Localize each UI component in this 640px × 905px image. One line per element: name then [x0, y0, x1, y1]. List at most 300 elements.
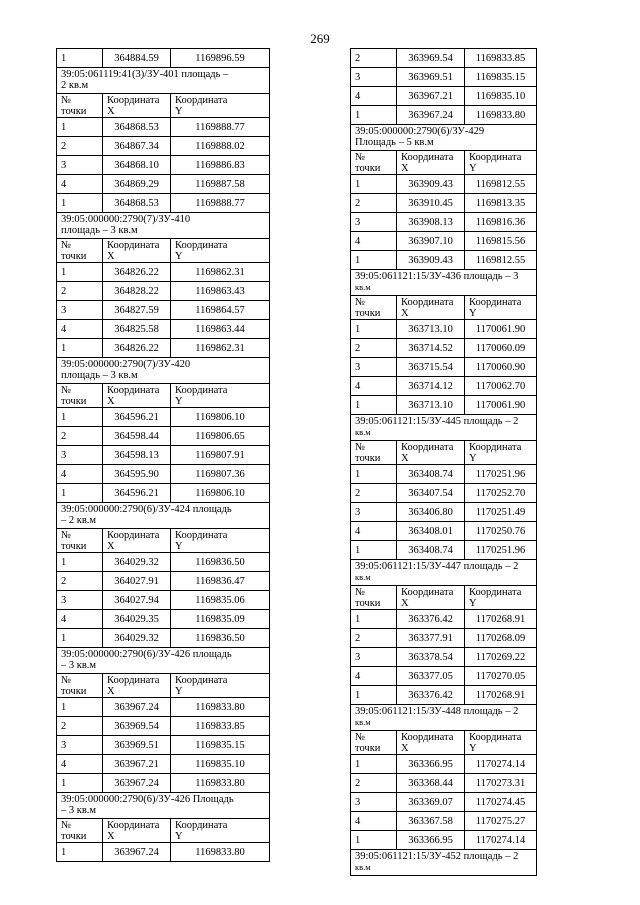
coordinate-row	[351, 541, 537, 560]
coordinate-y: 1169835.06	[171, 591, 270, 610]
coordinate-x: 364027.91	[103, 572, 171, 591]
coordinate-y: 1169833.80	[465, 106, 537, 125]
parcel-caption-row	[351, 125, 537, 151]
point-number: 4	[57, 465, 103, 484]
coordinate-y: 1169835.15	[465, 68, 537, 87]
coordinate-x: 363910.45	[397, 194, 465, 213]
point-number: 2	[57, 282, 103, 301]
parcel-caption-row	[57, 503, 270, 529]
point-number: 3	[351, 358, 397, 377]
point-number: 4	[57, 320, 103, 339]
header-line-2: X	[107, 686, 115, 697]
point-number: 2	[57, 137, 103, 156]
point-number: 2	[57, 717, 103, 736]
header-line-1: №	[61, 530, 72, 541]
point-number: 1	[57, 774, 103, 793]
coordinate-y: 1170251.49	[465, 503, 537, 522]
header-line-1: Координата	[175, 530, 228, 541]
parcel-caption-line-2: – 3 кв.м	[61, 805, 97, 816]
coordinate-x: 364029.32	[103, 629, 171, 648]
coordinate-y: 1169888.77	[171, 194, 270, 213]
point-number-header	[351, 731, 397, 755]
coordinate-x: 364884.59	[103, 49, 171, 68]
coordinate-x: 363366.95	[397, 755, 465, 774]
parcel-caption-row	[351, 415, 537, 441]
parcel-caption-line-2: кв.м	[355, 427, 371, 437]
coordinate-row	[351, 793, 537, 812]
right-coordinates-table	[350, 48, 537, 876]
coordinate-row	[351, 232, 537, 251]
point-number: 1	[57, 49, 103, 68]
coordinate-y-header	[171, 94, 270, 118]
header-line-1: №	[355, 587, 366, 598]
coordinate-x: 364029.35	[103, 610, 171, 629]
point-number: 1	[351, 755, 397, 774]
coordinate-y-header	[465, 151, 537, 175]
point-number: 1	[351, 686, 397, 705]
parcel-caption	[57, 793, 270, 819]
header-line-2: точки	[355, 308, 381, 319]
header-line-1: Координата	[107, 385, 160, 396]
coordinate-x: 363969.51	[397, 68, 465, 87]
coordinate-y: 1170061.90	[465, 396, 537, 415]
coordinate-y: 1169863.43	[171, 282, 270, 301]
coordinate-row	[351, 686, 537, 705]
coordinate-x: 363369.07	[397, 793, 465, 812]
header-line-2: X	[401, 743, 409, 754]
header-line-2: точки	[61, 686, 87, 697]
coordinate-row	[57, 774, 270, 793]
coordinate-x: 363408.01	[397, 522, 465, 541]
coordinate-y: 1169836.47	[171, 572, 270, 591]
point-number: 3	[57, 591, 103, 610]
coordinate-row	[57, 736, 270, 755]
coordinate-row	[351, 503, 537, 522]
coordinate-y-header	[171, 529, 270, 553]
parcel-caption-row	[57, 793, 270, 819]
point-number: 3	[351, 648, 397, 667]
coordinate-x: 363967.24	[103, 843, 171, 862]
coordinate-row	[351, 251, 537, 270]
coordinate-x: 363967.21	[103, 755, 171, 774]
header-line-1: Координата	[107, 95, 160, 106]
header-line-1: №	[355, 297, 366, 308]
header-line-2: X	[107, 106, 115, 117]
point-number: 1	[57, 629, 103, 648]
coordinate-row	[57, 408, 270, 427]
coordinate-y: 1170062.70	[465, 377, 537, 396]
coordinate-x: 364869.29	[103, 175, 171, 194]
header-line-1: Координата	[469, 587, 522, 598]
coordinate-x: 364868.53	[103, 118, 171, 137]
point-number: 3	[57, 736, 103, 755]
parcel-caption-line-1: 39:05:061121:15/ЗУ-447 площадь – 2	[355, 561, 519, 572]
coordinate-x: 363377.91	[397, 629, 465, 648]
header-line-1: Координата	[469, 442, 522, 453]
coordinate-x: 363713.10	[397, 396, 465, 415]
coordinate-y: 1169807.36	[171, 465, 270, 484]
coordinate-x-header	[397, 441, 465, 465]
point-number: 1	[351, 465, 397, 484]
coordinate-x: 364029.32	[103, 553, 171, 572]
coordinate-x: 364828.22	[103, 282, 171, 301]
coordinate-y: 1169833.85	[465, 49, 537, 68]
header-line-1: Координата	[175, 95, 228, 106]
coordinate-y: 1170268.91	[465, 686, 537, 705]
point-number: 3	[57, 301, 103, 320]
header-line-2: Y	[469, 453, 477, 464]
parcel-caption-line-2: кв.м	[355, 572, 371, 582]
coordinate-x: 363408.74	[397, 541, 465, 560]
parcel-caption	[351, 415, 537, 441]
coordinate-row	[57, 843, 270, 862]
header-line-2: X	[107, 831, 115, 842]
header-line-1: №	[61, 240, 72, 251]
coordinate-y: 1169806.10	[171, 484, 270, 503]
coordinate-row	[351, 320, 537, 339]
coordinate-x: 363367.58	[397, 812, 465, 831]
coordinate-row	[351, 755, 537, 774]
coordinate-y: 1170252.70	[465, 484, 537, 503]
parcel-caption-line-1: 39:05:000000:2790(6)/ЗУ-429	[355, 126, 485, 137]
coordinate-row	[351, 812, 537, 831]
coordinate-y-header	[171, 819, 270, 843]
coordinate-row	[57, 717, 270, 736]
header-line-1: №	[355, 442, 366, 453]
coordinate-row	[57, 755, 270, 774]
header-line-2: X	[401, 453, 409, 464]
header-line-2: Y	[175, 106, 183, 117]
point-number: 1	[351, 320, 397, 339]
coordinate-x: 363368.44	[397, 774, 465, 793]
point-number-header	[57, 819, 103, 843]
coordinate-y-header	[465, 586, 537, 610]
coordinate-row	[351, 831, 537, 850]
coordinate-x-header	[103, 239, 171, 263]
point-number: 1	[351, 175, 397, 194]
coordinate-row	[351, 396, 537, 415]
header-line-1: Координата	[175, 240, 228, 251]
coordinate-row	[351, 774, 537, 793]
point-number-header	[57, 94, 103, 118]
parcel-caption-line-1: 39:05:061119:41(3)/ЗУ-401 площадь –	[61, 69, 229, 80]
header-line-2: X	[107, 541, 115, 552]
coordinate-y: 1169806.10	[171, 408, 270, 427]
point-number: 1	[57, 339, 103, 358]
coordinate-row	[351, 610, 537, 629]
coordinate-row	[351, 377, 537, 396]
point-number-header	[57, 529, 103, 553]
coordinate-row	[351, 87, 537, 106]
parcel-caption-line-1: 39:05:000000:2790(7)/ЗУ-410	[61, 214, 191, 225]
coordinate-row	[57, 465, 270, 484]
coordinate-x: 363714.52	[397, 339, 465, 358]
coordinate-y: 1169812.55	[465, 175, 537, 194]
header-line-1: Координата	[175, 675, 228, 686]
point-number: 1	[351, 610, 397, 629]
header-line-1: №	[61, 820, 72, 831]
coordinate-y: 1170060.90	[465, 358, 537, 377]
coordinate-row	[57, 591, 270, 610]
coordinate-x: 363408.74	[397, 465, 465, 484]
coordinate-y: 1169813.35	[465, 194, 537, 213]
table-header-row	[57, 819, 270, 843]
point-number-header	[57, 674, 103, 698]
coordinate-row	[57, 553, 270, 572]
coordinate-x: 363406.80	[397, 503, 465, 522]
coordinate-row	[351, 194, 537, 213]
coordinate-x-header	[103, 674, 171, 698]
coordinate-y-header	[465, 441, 537, 465]
parcel-caption	[351, 705, 537, 731]
coordinate-row	[351, 49, 537, 68]
coordinate-y: 1169836.50	[171, 629, 270, 648]
point-number: 4	[351, 377, 397, 396]
coordinate-x: 364598.44	[103, 427, 171, 446]
coordinate-row	[57, 263, 270, 282]
coordinate-y: 1169835.10	[465, 87, 537, 106]
coordinate-x-header	[397, 731, 465, 755]
coordinate-x: 364596.21	[103, 408, 171, 427]
header-line-2: точки	[61, 251, 87, 262]
parcel-caption-line-1: 39:05:061121:15/ЗУ-445 площадь – 2	[355, 416, 519, 427]
coordinate-y: 1169863.44	[171, 320, 270, 339]
coordinate-y: 1170061.90	[465, 320, 537, 339]
coordinate-x: 363407.54	[397, 484, 465, 503]
coordinate-x: 363377.05	[397, 667, 465, 686]
coordinate-row	[57, 118, 270, 137]
table-header-row	[57, 94, 270, 118]
header-line-2: точки	[355, 163, 381, 174]
parcel-caption-row	[57, 68, 270, 94]
coordinate-x: 363378.54	[397, 648, 465, 667]
parcel-caption-line-1: 39:05:061121:15/ЗУ-448 площадь – 2	[355, 706, 519, 717]
point-number-header	[351, 586, 397, 610]
header-line-2: Y	[175, 396, 183, 407]
point-number: 1	[57, 408, 103, 427]
table-header-row	[351, 296, 537, 320]
parcel-caption-row	[57, 648, 270, 674]
coordinate-x-header	[397, 296, 465, 320]
coordinate-x-header	[103, 94, 171, 118]
coordinate-x-header	[397, 151, 465, 175]
point-number: 4	[351, 522, 397, 541]
coordinate-y: 1170060.09	[465, 339, 537, 358]
parcel-caption	[57, 358, 270, 384]
coordinate-y: 1170273.31	[465, 774, 537, 793]
coordinate-y: 1170268.91	[465, 610, 537, 629]
point-number: 3	[351, 68, 397, 87]
coordinate-row	[57, 49, 270, 68]
point-number: 1	[351, 831, 397, 850]
coordinate-row	[57, 175, 270, 194]
header-line-1: Координата	[401, 297, 454, 308]
coordinate-y: 1170274.45	[465, 793, 537, 812]
coordinate-row	[57, 156, 270, 175]
coordinate-row	[57, 484, 270, 503]
coordinate-x: 363969.54	[397, 49, 465, 68]
point-number: 2	[351, 484, 397, 503]
parcel-caption-row	[57, 213, 270, 239]
point-number: 4	[351, 812, 397, 831]
point-number: 1	[351, 541, 397, 560]
parcel-caption-line-2: – 3 кв.м	[61, 660, 97, 671]
point-number: 1	[57, 263, 103, 282]
point-number: 1	[57, 843, 103, 862]
header-line-1: Координата	[469, 732, 522, 743]
header-line-2: точки	[355, 598, 381, 609]
coordinate-row	[351, 667, 537, 686]
coordinate-y: 1169806.65	[171, 427, 270, 446]
coordinate-y-header	[171, 674, 270, 698]
coordinate-y: 1170251.96	[465, 465, 537, 484]
coordinate-row	[351, 358, 537, 377]
parcel-caption-line-1: 39:05:000000:2790(6)/ЗУ-426 Площадь	[61, 794, 234, 805]
coordinate-y: 1169815.56	[465, 232, 537, 251]
point-number: 4	[57, 755, 103, 774]
coordinate-y-header	[171, 239, 270, 263]
coordinate-y: 1169833.80	[171, 774, 270, 793]
coordinate-x: 363969.51	[103, 736, 171, 755]
parcel-caption-row	[351, 560, 537, 586]
coordinate-x: 364598.13	[103, 446, 171, 465]
header-line-1: Координата	[175, 385, 228, 396]
table-header-row	[351, 586, 537, 610]
coordinate-y: 1170268.09	[465, 629, 537, 648]
coordinate-row	[57, 610, 270, 629]
coordinate-row	[351, 465, 537, 484]
coordinate-y-header	[465, 296, 537, 320]
parcel-caption	[351, 850, 537, 876]
coordinate-y: 1169862.31	[171, 263, 270, 282]
point-number: 3	[351, 213, 397, 232]
coordinate-y: 1169833.85	[171, 717, 270, 736]
coordinate-row	[351, 522, 537, 541]
coordinate-x: 364825.58	[103, 320, 171, 339]
table-header-row	[57, 529, 270, 553]
coordinate-y: 1170250.76	[465, 522, 537, 541]
header-line-1: Координата	[401, 442, 454, 453]
coordinate-y: 1169836.50	[171, 553, 270, 572]
header-line-1: №	[355, 152, 366, 163]
coordinate-row	[351, 175, 537, 194]
coordinate-y: 1169835.09	[171, 610, 270, 629]
point-number: 2	[351, 629, 397, 648]
coordinate-row	[57, 320, 270, 339]
parcel-caption-line-1: 39:05:061121:15/ЗУ-436 площадь – 3	[355, 271, 519, 282]
header-line-2: точки	[61, 541, 87, 552]
point-number: 1	[57, 484, 103, 503]
parcel-caption-line-2: 2 кв.м	[61, 80, 89, 91]
left-coordinates-table	[56, 48, 270, 862]
parcel-caption-row	[57, 358, 270, 384]
coordinate-x: 364867.34	[103, 137, 171, 156]
parcel-caption	[57, 648, 270, 674]
parcel-caption-line-2: – 2 кв.м	[61, 515, 97, 526]
coordinate-x: 363713.10	[397, 320, 465, 339]
coordinate-x: 363967.24	[103, 774, 171, 793]
coordinate-y: 1169816.36	[465, 213, 537, 232]
parcel-caption-line-2: Площадь – 5 кв.м	[355, 137, 434, 148]
parcel-caption	[351, 560, 537, 586]
coordinate-row	[57, 137, 270, 156]
parcel-caption-line-1: 39:05:000000:2790(7)/ЗУ-420	[61, 359, 191, 370]
parcel-caption	[57, 68, 270, 94]
parcel-caption-line-2: площадь – 3 кв.м	[61, 370, 138, 381]
coordinate-row	[57, 339, 270, 358]
coordinate-y: 1170274.14	[465, 755, 537, 774]
coordinate-y: 1169835.10	[171, 755, 270, 774]
header-line-1: Координата	[469, 152, 522, 163]
page-number: 269	[310, 31, 330, 46]
coordinate-x: 363909.43	[397, 251, 465, 270]
coordinate-y: 1170274.14	[465, 831, 537, 850]
coordinate-y: 1169835.15	[171, 736, 270, 755]
point-number: 4	[57, 175, 103, 194]
table-header-row	[57, 674, 270, 698]
header-line-2: X	[107, 251, 115, 262]
header-line-1: Координата	[175, 820, 228, 831]
point-number: 3	[351, 793, 397, 812]
header-line-1: Координата	[107, 675, 160, 686]
point-number: 4	[57, 610, 103, 629]
header-line-1: №	[61, 385, 72, 396]
header-line-2: точки	[355, 743, 381, 754]
coordinate-y: 1169888.02	[171, 137, 270, 156]
coordinate-row	[351, 648, 537, 667]
point-number: 1	[351, 251, 397, 270]
point-number: 1	[351, 396, 397, 415]
header-line-1: Координата	[107, 240, 160, 251]
coordinate-row	[351, 339, 537, 358]
point-number: 1	[57, 194, 103, 213]
coordinate-y: 1169887.58	[171, 175, 270, 194]
header-line-2: Y	[469, 308, 477, 319]
coordinate-y: 1169812.55	[465, 251, 537, 270]
coordinate-row	[57, 427, 270, 446]
parcel-caption-line-2: кв.м	[355, 282, 371, 292]
coordinate-y: 1169864.57	[171, 301, 270, 320]
coordinate-row	[351, 484, 537, 503]
coordinate-x: 364596.21	[103, 484, 171, 503]
coordinate-x: 363967.21	[397, 87, 465, 106]
coordinate-x: 363376.42	[397, 610, 465, 629]
point-number: 2	[57, 572, 103, 591]
header-line-2: Y	[469, 163, 477, 174]
coordinate-x: 363366.95	[397, 831, 465, 850]
coordinate-y: 1170270.05	[465, 667, 537, 686]
coordinate-y: 1170251.96	[465, 541, 537, 560]
coordinate-row	[57, 629, 270, 648]
parcel-caption-line-2: кв.м	[355, 717, 371, 727]
coordinate-x: 363967.24	[103, 698, 171, 717]
header-line-1: Координата	[469, 297, 522, 308]
point-number: 2	[351, 194, 397, 213]
coordinate-x: 363908.13	[397, 213, 465, 232]
point-number: 3	[57, 446, 103, 465]
coordinate-x-header	[103, 384, 171, 408]
coordinate-x: 363967.24	[397, 106, 465, 125]
parcel-caption-line-2: площадь – 3 кв.м	[61, 225, 138, 236]
point-number: 4	[351, 232, 397, 251]
point-number-header	[57, 384, 103, 408]
coordinate-y: 1170275.27	[465, 812, 537, 831]
table-header-row	[57, 239, 270, 263]
point-number-header	[351, 151, 397, 175]
point-number: 1	[57, 553, 103, 572]
parcel-caption-row	[351, 705, 537, 731]
coordinate-x: 364868.53	[103, 194, 171, 213]
